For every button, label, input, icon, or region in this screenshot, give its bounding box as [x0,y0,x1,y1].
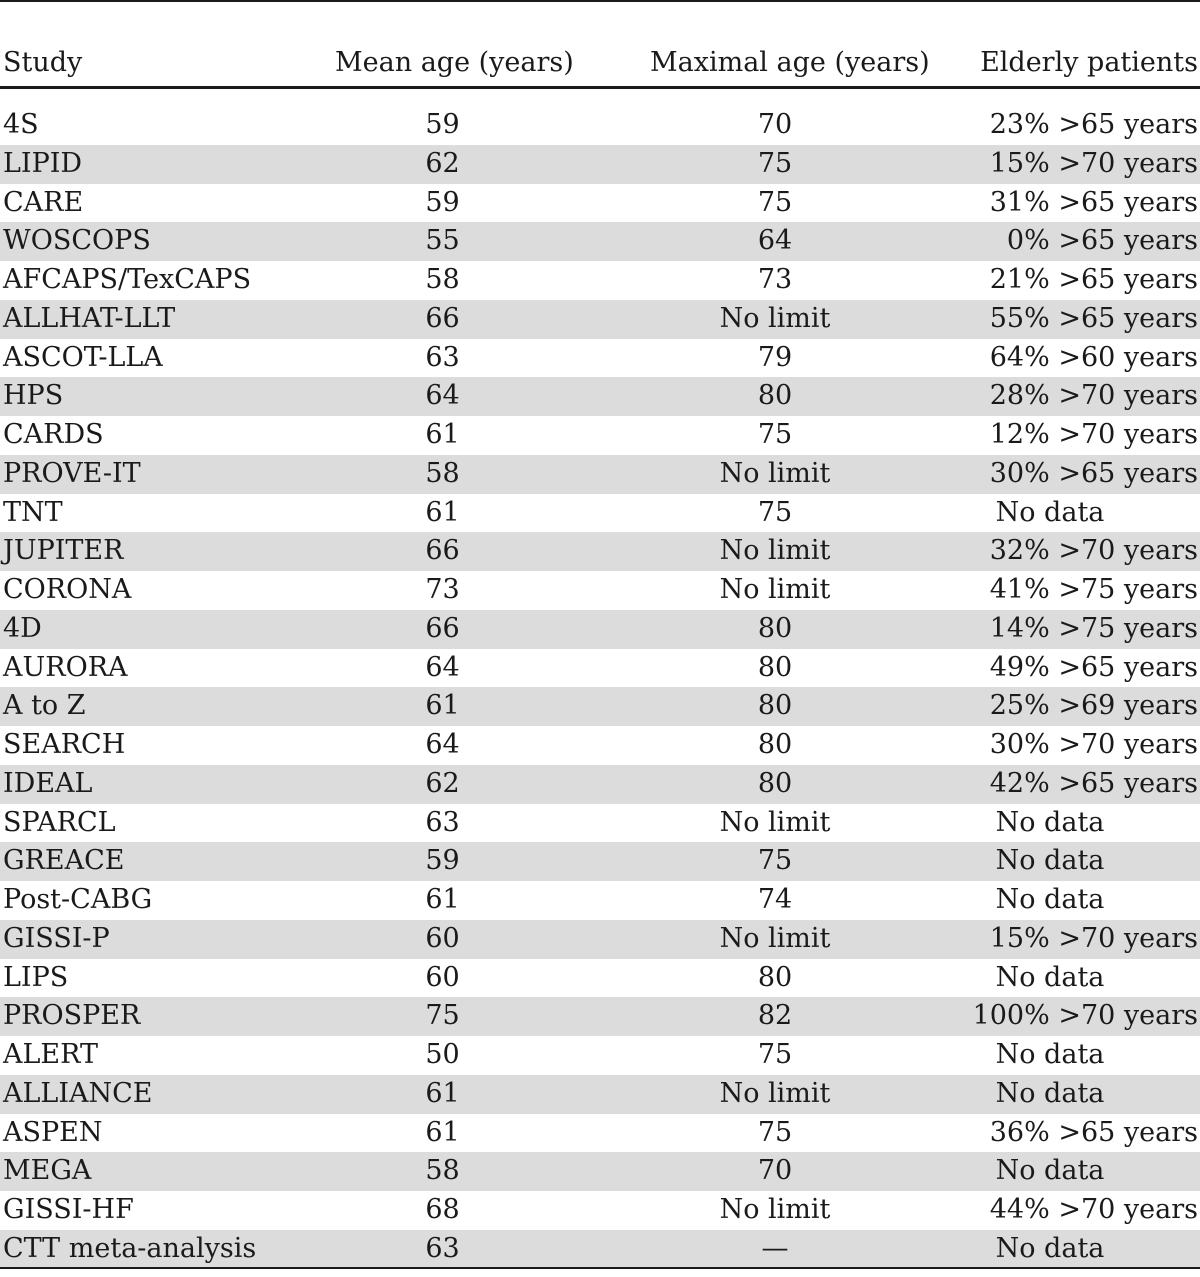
maximal-age-cell: No limit [719,574,831,605]
mean-age-cell: 50 [425,1039,460,1070]
maximal-age-cell: 80 [757,651,793,683]
maximal-age-cell: No limit [719,457,831,489]
mean-age-cell: 58 [425,457,460,489]
study-cell: LIPID [3,147,83,179]
elderly-patients-cell: 32% >70 years [989,535,1198,567]
study-cell: CARE [3,186,84,218]
maximal-age-cell: 75 [757,496,793,528]
study-cell: CTT meta-analysis [3,1232,257,1264]
mean-age-cell: 63 [425,1232,460,1264]
table-row [0,920,1200,959]
elderly-patients-cell: No data [995,1232,1105,1264]
maximal-age-cell: No limit [719,806,831,838]
header-maximal-age: Maximal age (years) [650,47,930,78]
study-cell: JUPITER [3,535,124,567]
study-cell: AURORA [3,651,128,683]
table-row [0,532,1200,571]
mean-age-cell: 73 [425,574,460,605]
study-cell: PROVE-IT [3,457,141,489]
maximal-age-cell: 75 [757,419,793,450]
elderly-patients-cell: 31% >65 years [989,186,1198,218]
elderly-patients-cell: 55% >65 years [989,302,1198,334]
table-row [0,106,1200,145]
table-top-rule [0,0,1200,2]
mean-age-cell: 58 [425,1155,460,1187]
table-row [0,959,1200,998]
maximal-age-cell: 79 [757,341,793,373]
mean-age-cell: 75 [425,1000,460,1032]
table-row [0,881,1200,920]
elderly-patients-cell: 28% >70 years [989,380,1198,412]
table-row [0,1075,1200,1114]
mean-age-cell: 60 [425,922,460,954]
table-row [0,455,1200,494]
elderly-patients-cell: 21% >65 years [989,264,1198,295]
table-row [0,339,1200,378]
maximal-age-cell: No limit [719,1194,831,1225]
maximal-age-cell: 75 [757,1116,793,1148]
study-cell: ALERT [3,1039,99,1070]
elderly-patients-cell: 15% >70 years [989,147,1198,179]
study-cell: ASPEN [3,1116,103,1148]
maximal-age-cell: 70 [757,109,793,140]
mean-age-cell: 66 [425,612,460,644]
maximal-age-cell: No limit [719,535,831,567]
study-cell: 4S [3,109,39,140]
table-row [0,1191,1200,1230]
elderly-patients-cell: No data [995,1155,1105,1187]
mean-age-cell: 68 [425,1194,460,1225]
maximal-age-cell: 80 [757,690,793,722]
study-cell: GISSI-HF [3,1194,134,1225]
mean-age-cell: 66 [425,302,460,334]
maximal-age-cell: — [761,1232,789,1264]
table-row [0,649,1200,688]
table-row [0,610,1200,649]
table-row [0,687,1200,726]
elderly-patients-cell: 30% >65 years [989,457,1198,489]
mean-age-cell: 61 [425,496,460,528]
maximal-age-cell: 75 [757,1039,793,1070]
elderly-patients-cell: No data [995,845,1105,877]
mean-age-cell: 61 [425,690,460,722]
mean-age-cell: 64 [425,380,460,412]
elderly-patients-cell: 30% >70 years [989,729,1198,760]
study-cell: Post-CABG [3,884,153,915]
header-study: Study [3,47,83,78]
table-row [0,726,1200,765]
table-row [0,494,1200,533]
mean-age-cell: 61 [425,1077,460,1109]
study-cell: GISSI-P [3,922,110,954]
elderly-patients-cell: No data [995,961,1105,993]
study-cell: CARDS [3,419,104,450]
table-row [0,1114,1200,1153]
study-cell: IDEAL [3,767,93,799]
study-cell: HPS [3,380,64,412]
elderly-patients-cell: No data [995,806,1105,838]
table-body [0,106,1200,1269]
maximal-age-cell: 73 [757,264,793,295]
elderly-patients-cell: 41% >75 years [989,574,1198,605]
study-cell: WOSCOPS [3,225,151,257]
mean-age-cell: 66 [425,535,460,567]
table-row [0,222,1200,261]
study-cell: LIPS [3,961,69,993]
elderly-patients-cell: 49% >65 years [989,651,1198,683]
study-cell: TNT [3,496,63,528]
mean-age-cell: 61 [425,884,460,915]
mean-age-cell: 59 [425,186,460,218]
maximal-age-cell: 74 [757,884,793,915]
mean-age-cell: 55 [425,225,460,257]
maximal-age-cell: 80 [757,729,793,760]
study-cell: GREACE [3,845,125,877]
maximal-age-cell: No limit [719,1077,831,1109]
maximal-age-cell: 75 [757,186,793,218]
study-cell: ALLHAT-LLT [3,302,176,334]
mean-age-cell: 60 [425,961,460,993]
mean-age-cell: 59 [425,109,460,140]
table-row [0,571,1200,610]
table-row [0,145,1200,184]
study-cell: PROSPER [3,1000,141,1032]
table-row [0,1036,1200,1075]
mean-age-cell: 61 [425,419,460,450]
elderly-patients-cell: 0% >65 years [1006,225,1198,257]
mean-age-cell: 62 [425,767,460,799]
mean-age-cell: 64 [425,729,460,760]
table-bottom-rule [0,1267,1200,1269]
study-cell: ALLIANCE [3,1077,153,1109]
study-cell: A to Z [3,690,86,722]
table-header-rule [0,86,1200,89]
table-row [0,842,1200,881]
elderly-patients-cell: 44% >70 years [989,1194,1198,1225]
table-row [0,377,1200,416]
maximal-age-cell: 64 [757,225,793,257]
elderly-patients-cell: 64% >60 years [989,341,1198,373]
study-cell: 4D [3,612,42,644]
table-row [0,416,1200,455]
elderly-patients-cell: 15% >70 years [989,922,1198,954]
maximal-age-cell: No limit [719,302,831,334]
study-cell: ASCOT-LLA [3,341,163,373]
header-mean-age: Mean age (years) [335,47,574,78]
elderly-patients-cell: No data [995,1077,1105,1109]
table-header [0,40,1200,86]
maximal-age-cell: 70 [757,1155,793,1187]
elderly-patients-cell: 12% >70 years [989,419,1198,450]
maximal-age-cell: 80 [757,612,793,644]
elderly-patients-cell: No data [995,884,1105,915]
table-row [0,804,1200,843]
mean-age-cell: 63 [425,341,460,373]
table-row [0,1230,1200,1269]
elderly-patients-cell: No data [995,1039,1105,1070]
elderly-patients-cell: 42% >65 years [989,767,1198,799]
maximal-age-cell: No limit [719,922,831,954]
header-elderly-patients: Elderly patients [980,47,1198,78]
study-cell: CORONA [3,574,132,605]
table-row [0,765,1200,804]
elderly-patients-cell: 25% >69 years [989,690,1198,722]
elderly-patients-cell: 23% >65 years [989,109,1198,140]
mean-age-cell: 58 [425,264,460,295]
maximal-age-cell: 80 [757,961,793,993]
maximal-age-cell: 80 [757,380,793,412]
maximal-age-cell: 75 [757,147,793,179]
mean-age-cell: 61 [425,1116,460,1148]
study-cell: SEARCH [3,729,126,760]
table-row [0,184,1200,223]
study-cell: AFCAPS/TexCAPS [3,264,252,295]
mean-age-cell: 59 [425,845,460,877]
table-row [0,300,1200,339]
elderly-patients-cell: 36% >65 years [989,1116,1198,1148]
mean-age-cell: 63 [425,806,460,838]
maximal-age-cell: 80 [757,767,793,799]
elderly-patients-cell: 100% >70 years [972,1000,1198,1032]
elderly-patients-cell: 14% >75 years [989,612,1198,644]
mean-age-cell: 64 [425,651,460,683]
study-cell: MEGA [3,1155,92,1187]
elderly-patients-cell: No data [995,496,1105,528]
maximal-age-cell: 82 [757,1000,793,1032]
table-row [0,997,1200,1036]
study-cell: SPARCL [3,806,116,838]
table-row [0,261,1200,300]
table-row [0,1152,1200,1191]
maximal-age-cell: 75 [757,845,793,877]
mean-age-cell: 62 [425,147,460,179]
